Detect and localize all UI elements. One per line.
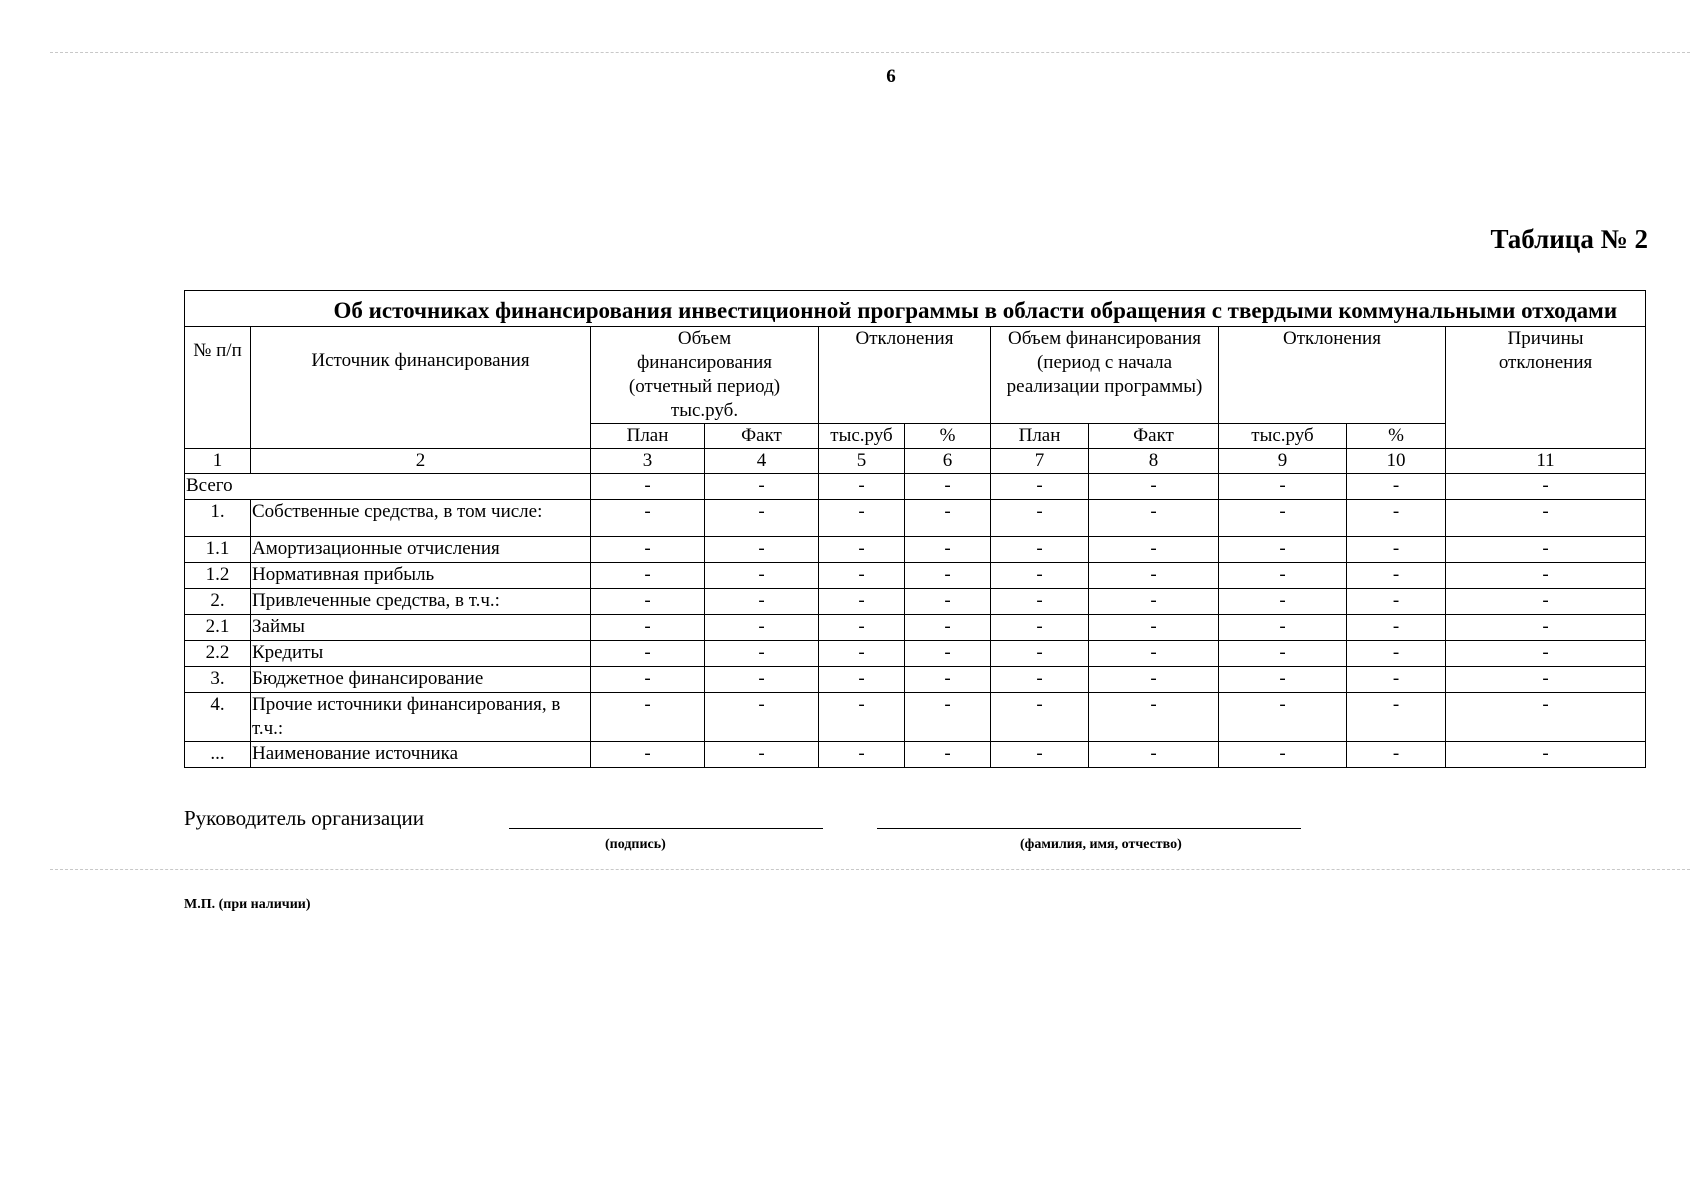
stamp-note: М.П. (при наличии): [184, 897, 311, 912]
column-number: 1: [185, 449, 251, 474]
row-value: -: [1089, 693, 1219, 742]
row-source: Займы: [251, 615, 591, 641]
column-number: 6: [905, 449, 991, 474]
column-number: 8: [1089, 449, 1219, 474]
row-value: -: [1446, 474, 1646, 500]
row-value: -: [1219, 742, 1347, 768]
header-dev-pct-1: %: [905, 424, 991, 449]
header-volume-reported: Объем финансирования (отчетный период) тыс.руб.: [591, 327, 819, 424]
row-value: -: [1347, 615, 1446, 641]
row-value: -: [1089, 615, 1219, 641]
financing-table: [184, 290, 1646, 768]
header-dev-rub-2: тыс.руб: [1219, 424, 1347, 449]
row-value: -: [991, 641, 1089, 667]
row-value: -: [1089, 500, 1219, 537]
row-number: 2.1: [185, 615, 251, 641]
column-number: 11: [1446, 449, 1646, 474]
row-source: Наименование источника: [251, 742, 591, 768]
row-value: -: [905, 537, 991, 563]
row-value: -: [991, 589, 1089, 615]
row-value: -: [819, 474, 905, 500]
row-value: -: [1446, 500, 1646, 537]
row-number: 1.2: [185, 563, 251, 589]
row-value: -: [705, 537, 819, 563]
row-value: -: [819, 589, 905, 615]
row-value: -: [1089, 667, 1219, 693]
row-number: 4.: [185, 693, 251, 742]
row-source: Амортизационные отчисления: [251, 537, 591, 563]
row-value: -: [1089, 641, 1219, 667]
row-value: -: [705, 500, 819, 537]
row-value: -: [1089, 537, 1219, 563]
page-number: 6: [886, 66, 896, 87]
row-value: -: [819, 742, 905, 768]
table-row: [185, 615, 1646, 641]
row-value: -: [591, 589, 705, 615]
row-value: -: [1446, 641, 1646, 667]
row-value: -: [705, 667, 819, 693]
row-value: -: [1347, 667, 1446, 693]
signature-line: [509, 828, 823, 829]
row-value: -: [905, 641, 991, 667]
column-number: 3: [591, 449, 705, 474]
row-value: -: [1219, 474, 1347, 500]
header-reasons: Причины отклонения: [1446, 327, 1646, 449]
row-source: Прочие источники финансирования, в т.ч.:: [251, 693, 591, 742]
row-value: -: [991, 500, 1089, 537]
row-value: -: [591, 500, 705, 537]
row-value: -: [591, 615, 705, 641]
row-value: -: [1347, 641, 1446, 667]
header-deviations-1: Отклонения: [819, 327, 991, 424]
scan-rule-mid: [50, 869, 1690, 870]
header-num: № п/п: [185, 327, 251, 449]
row-total-label: Всего: [185, 474, 591, 500]
row-value: -: [1347, 693, 1446, 742]
name-line: [877, 828, 1301, 829]
column-number: 7: [991, 449, 1089, 474]
table-row: [185, 474, 1646, 500]
row-value: -: [905, 563, 991, 589]
row-value: -: [991, 563, 1089, 589]
row-value: -: [905, 474, 991, 500]
row-value: -: [1347, 474, 1446, 500]
row-value: -: [1089, 474, 1219, 500]
row-value: -: [1219, 500, 1347, 537]
row-value: -: [819, 500, 905, 537]
table-row: [185, 589, 1646, 615]
row-value: -: [1219, 537, 1347, 563]
row-value: -: [1219, 693, 1347, 742]
header-plan-2: План: [991, 424, 1089, 449]
row-value: -: [591, 537, 705, 563]
header-fact-2: Факт: [1089, 424, 1219, 449]
header-plan-1: План: [591, 424, 705, 449]
header-dev-rub-1: тыс.руб: [819, 424, 905, 449]
table-row: [185, 563, 1646, 589]
signature-caption: (подпись): [605, 837, 666, 852]
row-value: -: [1446, 667, 1646, 693]
column-number: 10: [1347, 449, 1446, 474]
table-row: [185, 693, 1646, 742]
scan-rule-top: [50, 52, 1690, 53]
row-value: -: [591, 742, 705, 768]
row-number: 2.: [185, 589, 251, 615]
header-volume-since-start: Объем финансирования (период с начала реализации программы): [991, 327, 1219, 424]
table-row: [185, 500, 1646, 537]
row-value: -: [1089, 563, 1219, 589]
row-value: -: [819, 563, 905, 589]
row-source: Привлеченные средства, в т.ч.:: [251, 589, 591, 615]
row-value: -: [1347, 742, 1446, 768]
row-value: -: [905, 693, 991, 742]
row-value: -: [905, 615, 991, 641]
row-value: -: [991, 537, 1089, 563]
row-value: -: [1347, 563, 1446, 589]
row-source: Бюджетное финансирование: [251, 667, 591, 693]
row-value: -: [1347, 589, 1446, 615]
row-value: -: [705, 693, 819, 742]
row-value: -: [905, 667, 991, 693]
table-caption: Об источниках финансирования инвестиционной программы в области обращения с твердыми коммунальными отходами: [185, 291, 1646, 327]
header-fact-1: Факт: [705, 424, 819, 449]
row-value: -: [705, 589, 819, 615]
row-number: ...: [185, 742, 251, 768]
row-value: -: [705, 615, 819, 641]
row-value: -: [1446, 693, 1646, 742]
row-value: -: [705, 641, 819, 667]
row-value: -: [705, 742, 819, 768]
row-number: 2.2: [185, 641, 251, 667]
column-number: 9: [1219, 449, 1347, 474]
row-value: -: [991, 615, 1089, 641]
row-value: -: [905, 589, 991, 615]
row-value: -: [1089, 589, 1219, 615]
header-deviations-2: Отклонения: [1219, 327, 1446, 424]
row-number: 1.1: [185, 537, 251, 563]
row-value: -: [1446, 615, 1646, 641]
row-value: -: [591, 563, 705, 589]
row-value: -: [1446, 537, 1646, 563]
header-dev-pct-2: %: [1347, 424, 1446, 449]
row-value: -: [705, 474, 819, 500]
row-value: -: [991, 667, 1089, 693]
row-value: -: [819, 537, 905, 563]
row-value: -: [819, 641, 905, 667]
row-value: -: [1446, 589, 1646, 615]
table-row: [185, 742, 1646, 768]
row-value: -: [591, 667, 705, 693]
row-source: Собственные средства, в том числе:: [251, 500, 591, 537]
row-value: -: [819, 693, 905, 742]
row-value: -: [591, 641, 705, 667]
row-number: 1.: [185, 500, 251, 537]
column-number: 4: [705, 449, 819, 474]
table-body: [185, 474, 1646, 768]
row-value: -: [1446, 563, 1646, 589]
row-value: -: [705, 563, 819, 589]
row-source: Кредиты: [251, 641, 591, 667]
row-value: -: [819, 615, 905, 641]
column-number: 5: [819, 449, 905, 474]
row-value: -: [1089, 742, 1219, 768]
row-value: -: [905, 500, 991, 537]
row-value: -: [991, 693, 1089, 742]
table-row: [185, 667, 1646, 693]
signature-label: Руководитель организации: [184, 806, 424, 830]
table-row: [185, 537, 1646, 563]
row-value: -: [1347, 500, 1446, 537]
row-value: -: [1219, 667, 1347, 693]
row-number: 3.: [185, 667, 251, 693]
header-source: Источник финансирования: [251, 327, 591, 449]
row-value: -: [991, 742, 1089, 768]
row-value: -: [1219, 589, 1347, 615]
table-label: Таблица № 2: [1490, 224, 1648, 254]
row-value: -: [905, 742, 991, 768]
column-number: 2: [251, 449, 591, 474]
table-row: [185, 641, 1646, 667]
row-value: -: [591, 474, 705, 500]
row-value: -: [819, 667, 905, 693]
row-value: -: [991, 474, 1089, 500]
row-value: -: [1347, 537, 1446, 563]
row-value: -: [1219, 641, 1347, 667]
row-source: Нормативная прибыль: [251, 563, 591, 589]
row-value: -: [1219, 563, 1347, 589]
row-value: -: [1446, 742, 1646, 768]
row-value: -: [591, 693, 705, 742]
row-value: -: [1219, 615, 1347, 641]
name-caption: (фамилия, имя, отчество): [1020, 837, 1182, 852]
